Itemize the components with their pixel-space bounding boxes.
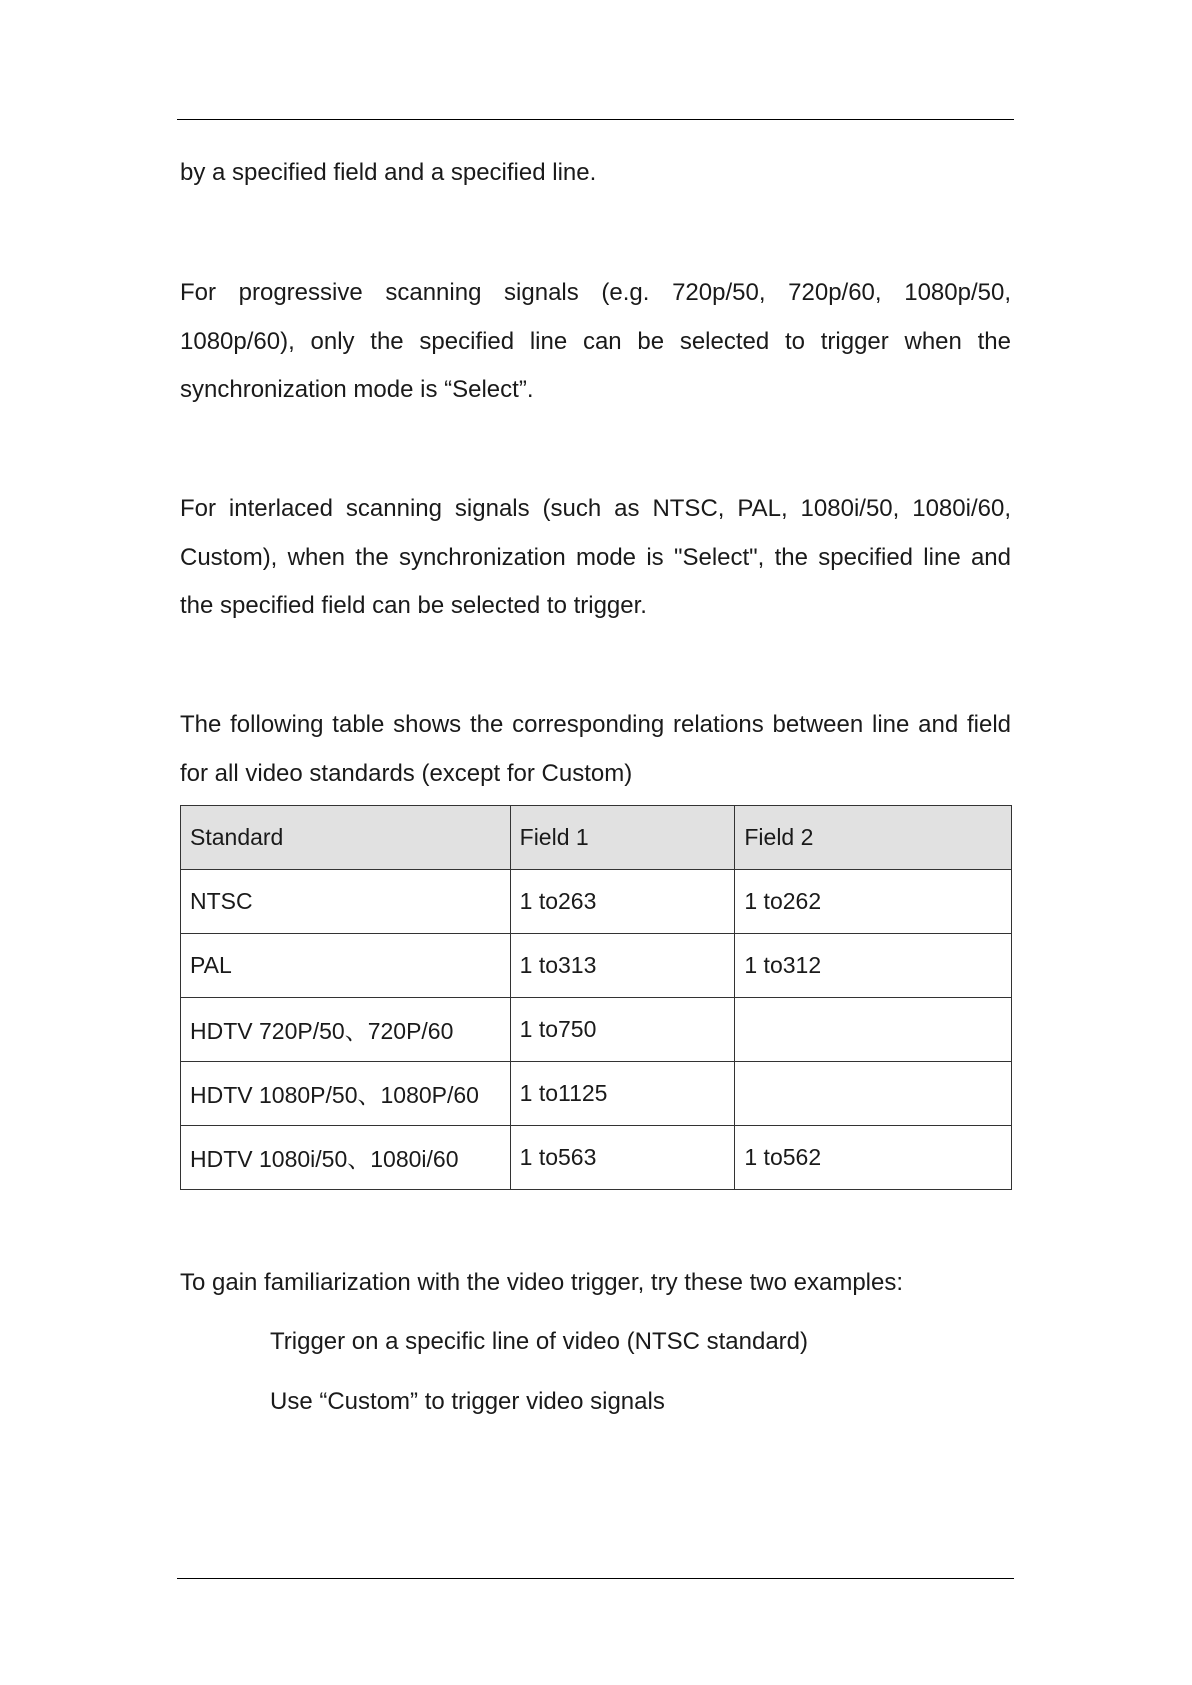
- cell-standard: HDTV 1080P/50、1080P/60: [181, 1062, 511, 1126]
- footer-rule: [177, 1578, 1014, 1579]
- cell-field-1: 1 to313: [510, 934, 735, 998]
- table-header-row: [181, 806, 1012, 870]
- header-field-2: Field 2: [735, 806, 1012, 870]
- example-link-custom-trigger[interactable]: Use “Custom” to trigger video signals: [270, 1388, 665, 1415]
- cell-field-1: 1 to750: [510, 998, 735, 1062]
- examples-intro: To gain familiarization with the video trigger, try these two examples:: [180, 1269, 904, 1296]
- cell-field-1: 1 to1125: [510, 1062, 735, 1126]
- cell-standard: HDTV 720P/50、720P/60: [181, 998, 511, 1062]
- table-row: [181, 934, 1012, 998]
- cell-field-1: 1 to263: [510, 870, 735, 934]
- example-link-ntsc-line[interactable]: Trigger on a specific line of video (NTSC standard): [270, 1328, 809, 1355]
- cell-standard: HDTV 1080i/50、1080i/60: [181, 1126, 511, 1190]
- table-row: [181, 1062, 1012, 1126]
- video-standard-table: [180, 805, 1012, 1190]
- paragraph-table-intro: The following table shows the corresponding relations between line and field for all video standards (except for Custom): [180, 711, 1011, 787]
- cell-field-2: 1 to312: [735, 934, 1012, 998]
- cell-field-2: 1 to262: [735, 870, 1012, 934]
- paragraph-progressive: For progressive scanning signals (e.g. 720p/50, 720p/60, 1080p/50, 1080p/60), only the specified line can be selected to trigger when the synchronization mode is “Select”.: [180, 279, 1011, 403]
- header-field-1: Field 1: [510, 806, 735, 870]
- table-row: [181, 998, 1012, 1062]
- header-standard: Standard: [181, 806, 511, 870]
- cell-field-2: 1 to562: [735, 1126, 1012, 1190]
- cell-field-2: [735, 1062, 1012, 1126]
- cell-field-1: 1 to563: [510, 1126, 735, 1190]
- table-row: [181, 1126, 1012, 1190]
- cell-standard: PAL: [181, 934, 511, 998]
- cell-field-2: [735, 998, 1012, 1062]
- cell-standard: NTSC: [181, 870, 511, 934]
- paragraph-interlaced: For interlaced scanning signals (such as NTSC, PAL, 1080i/50, 1080i/60, Custom), when the synchronization mode is "Select", the specified line and the specified field can be selected to trigger.: [180, 495, 1011, 619]
- paragraph-field-line: by a specified field and a specified line.: [180, 159, 597, 186]
- header-rule: [177, 119, 1014, 120]
- table-row: [181, 870, 1012, 934]
